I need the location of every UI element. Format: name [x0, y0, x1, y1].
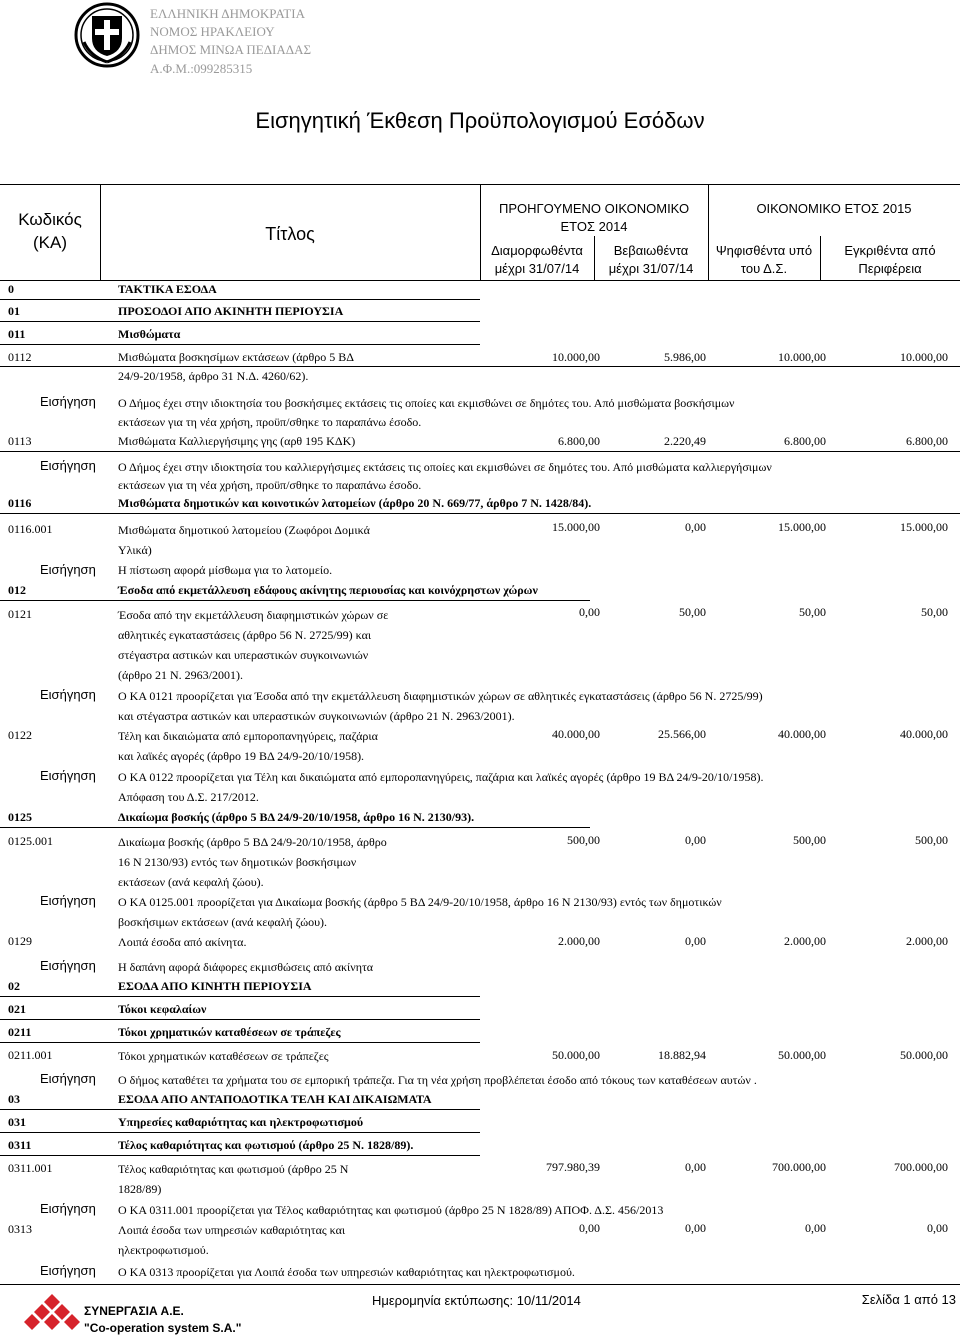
amount-voted: 50,00 [799, 605, 826, 619]
company-name-en: "Co-operation system S.A." [84, 1321, 242, 1335]
row-rule [0, 366, 960, 367]
row-title-cont: 1828/89) [118, 1182, 162, 1196]
amount-approved: 700.000,00 [894, 1160, 948, 1174]
row-rule [0, 1109, 480, 1110]
amount-approved: 500,00 [915, 833, 948, 847]
col2-header-b: μέχρι 31/07/14 [608, 261, 694, 276]
amount-approved: 6.800,00 [906, 434, 948, 448]
recommendation-text-cont: και στέγαστρα αστικών και υπεραστικών συγκοινωνιών (άρθρο 21 Ν. 2963/2001). [118, 709, 515, 723]
row-rule [0, 1132, 480, 1133]
row-title: ΠΡΟΣΟΔΟΙ ΑΠΟ ΑΚΙΝΗΤΗ ΠΕΡΙΟΥΣΙΑ [118, 304, 344, 318]
col4-header-b: Περιφέρεια [858, 261, 922, 276]
row-code: 021 [8, 1002, 26, 1016]
col1-header-a: Διαμορφωθέντα [491, 243, 583, 258]
recommendation-text: Η δαπάνη αφορά διάφορες εκμισθώσεις από ακίνητα [118, 960, 374, 974]
amount-voted: 15.000,00 [778, 520, 826, 534]
recommendation-label: Εισήγηση [40, 1263, 96, 1278]
row-title: Τόκοι χρηματικών καταθέσεων σε τράπεζες [118, 1049, 329, 1063]
row-title: Λοιπά έσοδα από ακίνητα. [118, 935, 247, 949]
amount-approved: 40.000,00 [900, 727, 948, 741]
recommendation-label: Εισήγηση [40, 1071, 96, 1086]
recommendation-label: Εισήγηση [40, 562, 96, 577]
row-title: ΕΣΟΔΑ ΑΠΟ ΚΙΝΗΤΗ ΠΕΡΙΟΥΣΙΑ [118, 979, 312, 993]
row-code: 0125 [8, 810, 32, 824]
recommendation-label: Εισήγηση [40, 394, 96, 409]
header-line-4: Α.Φ.Μ.:099285315 [150, 61, 253, 76]
row-title: ΕΣΟΔΑ ΑΠΟ ΑΝΤΑΠΟΔΟΤΙΚΑ ΤΕΛΗ ΚΑΙ ΔΙΚΑΙΩΜΑΤΑ [118, 1092, 432, 1106]
col3-header-a: Ψηφισθέντα υπό [715, 243, 813, 258]
amount-voted: 500,00 [793, 833, 826, 847]
recommendation-text: Ο ΚΑ 0313 προορίζεται για Λοιπά έσοδα των υπηρεσιών καθαριότητας και ηλεκτροφωτισμού. [118, 1265, 575, 1279]
row-title: Τέλος καθαριότητας και φωτισμού (άρθρο 25 Ν. 1828/89). [118, 1138, 414, 1152]
amount-approved: 50,00 [921, 605, 948, 619]
amount-shaped: 2.000,00 [558, 934, 600, 948]
row-title: Έσοδα από εκμετάλλευση εδάφους ακίνητης περιουσίας και κοινόχρηστων χώρων [118, 583, 538, 597]
col2-header-a: Βεβαιωθέντα [613, 243, 689, 258]
row-code: 031 [8, 1115, 26, 1129]
amount-certified: 0,00 [685, 1160, 706, 1174]
amount-voted: 6.800,00 [784, 434, 826, 448]
row-title: Μισθώματα [118, 327, 181, 341]
recommendation-label: Εισήγηση [40, 458, 96, 473]
row-code: 03 [8, 1092, 20, 1106]
row-title-cont: αθλητικές εγκαταστάσεις (άρθρο 56 Ν. 2725/99) και [118, 628, 372, 642]
amount-shaped: 15.000,00 [552, 520, 600, 534]
row-code: 0211.001 [8, 1048, 53, 1062]
prev-year-header-2: ΕΤΟΣ 2014 [560, 219, 628, 234]
col4-header-a: Εγκριθέντα από [844, 243, 936, 258]
recommendation-text-cont: εκτάσεων για τη νέα χρήση, προϋπ/σθηκε το παραπάνω έσοδο. [118, 415, 422, 429]
code-header-1: Κωδικός [18, 210, 82, 229]
row-title-cont: και λαϊκές αγορές (άρθρο 19 ΒΔ 24/9-20/10/1958). [118, 749, 365, 763]
amount-voted: 0,00 [805, 1221, 826, 1235]
row-title: Τέλος καθαριότητας και φωτισμού (άρθρο 25 Ν [118, 1162, 349, 1176]
row-title: Δικαίωμα βοσκής (άρθρο 5 ΒΔ 24/9-20/10/1958, άρθρο [118, 835, 387, 849]
code-header-2: (ΚΑ) [33, 233, 67, 252]
row-rule [0, 1155, 480, 1156]
amount-certified: 0,00 [685, 1221, 706, 1235]
amount-shaped: 50.000,00 [552, 1048, 600, 1062]
recommendation-label: Εισήγηση [40, 768, 96, 783]
amount-approved: 10.000,00 [900, 350, 948, 364]
row-rule [0, 1042, 480, 1043]
amount-shaped: 0,00 [579, 1221, 600, 1235]
row-rule [0, 827, 590, 828]
amount-shaped: 10.000,00 [552, 350, 600, 364]
row-code: 011 [8, 327, 26, 341]
row-title-cont: 24/9-20/1958, άρθρο 31 Ν.Δ. 4260/62). [118, 369, 309, 383]
header-line-3: ΔΗΜΟΣ ΜΙΝΩΑ ΠΕΔΙΑΔΑΣ [150, 42, 312, 57]
fin-year-header: ΟΙΚΟΝΟΜΙΚΟ ΕΤΟΣ 2015 [756, 201, 912, 216]
row-rule [0, 321, 480, 322]
recommendation-text: Ο ΚΑ 0311.001 προορίζεται για Τέλος καθαριότητας και φωτισμού (άρθρο 25 Ν 1828/89) ΑΠΟΦ. Δ.Σ. 456/2013 [118, 1203, 664, 1217]
row-title: Μισθώματα βοσκησίμων εκτάσεων (άρθρο 5 ΒΔ [118, 350, 354, 364]
row-title: Μισθώματα δημοτικών και κοινοτικών λατομείων (άρθρο 20 Ν. 669/77, άρθρο 7 Ν. 1428/84). [118, 496, 592, 510]
recommendation-text: Ο Δήμος έχει στην ιδιοκτησία του καλλιεργήσιμες εκτάσεις τις οποίες και εκμισθώνει σε δημότες του. Από μισθώματα καλλιεργήσιμων [118, 460, 772, 474]
row-code: 0311.001 [8, 1161, 53, 1175]
row-code: 0116 [8, 496, 32, 510]
amount-approved: 2.000,00 [906, 934, 948, 948]
row-rule [0, 1019, 480, 1020]
row-rule [0, 451, 960, 452]
amount-certified: 0,00 [685, 833, 706, 847]
page-title: Εισηγητική Έκθεση Προϋπολογισμού Εσόδων [255, 108, 705, 133]
row-rule [0, 513, 960, 514]
recommendation-text-cont: εκτάσεων για τη νέα χρήση, προϋπ/σθηκε το παραπάνω έσοδο. [118, 478, 422, 492]
row-rule [0, 344, 480, 345]
row-title-cont: (άρθρο 21 Ν. 2963/2001). [118, 668, 244, 682]
amount-certified: 2.220,49 [664, 434, 706, 448]
row-title: Μισθώματα Καλλιεργήσιμης γης (αρθ 195 ΚΔΚ) [118, 434, 356, 448]
row-title: Τόκοι χρηματικών καταθέσεων σε τράπεζες [118, 1025, 341, 1039]
recommendation-text: Ο ΚΑ 0125.001 προορίζεται για Δικαίωμα βοσκής (άρθρο 5 ΒΔ 24/9-20/10/1958, άρθρο 16 Ν 2130/93) εντός των δημοτικών [118, 895, 722, 909]
row-title: Υπηρεσίες καθαριότητας και ηλεκτροφωτισμού [118, 1115, 364, 1129]
recommendation-label: Εισήγηση [40, 893, 96, 908]
amount-shaped: 6.800,00 [558, 434, 600, 448]
row-rule [0, 996, 480, 997]
row-code: 02 [8, 979, 20, 993]
amount-certified: 5.986,00 [664, 350, 706, 364]
row-title: Μισθώματα δημοτικού λατομείου (Ζωφόροι Δομικά [118, 523, 370, 537]
amount-certified: 0,00 [685, 934, 706, 948]
recommendation-text: Ο ΚΑ 0122 προορίζεται για Τέλη και δικαιώματα από εμποροπανηγύρεις, παζάρια και λαϊκές αγορές (άρθρο 19 ΒΔ 24/9-20/10/1958). [118, 770, 764, 784]
amount-shaped: 797.980,39 [546, 1160, 600, 1174]
row-title-cont: στέγαστρα αστικών και υπεραστικών συγκοινωνιών [118, 648, 369, 662]
coat-of-arms-emblem [74, 2, 140, 68]
recommendation-text: Ο ΚΑ 0121 προορίζεται για Έσοδα από την εκμετάλλευση διαφημιστικών χώρων σε αθλητικές εγκαταστάσεις (άρθρο 56 Ν. 2725/99) [118, 689, 763, 703]
row-title-cont: 16 Ν 2130/93) εντός των δημοτικών βοσκήσιμων [118, 855, 357, 869]
row-title: Έσοδα από την εκμετάλλευση διαφημιστικών χώρων σε [118, 608, 389, 622]
print-date: Ημερομηνία εκτύπωσης: 10/11/2014 [372, 1293, 581, 1308]
amount-shaped: 0,00 [579, 605, 600, 619]
row-code: 0112 [8, 350, 32, 364]
recommendation-label: Εισήγηση [40, 958, 96, 973]
recommendation-label: Εισήγηση [40, 687, 96, 702]
row-code: 0113 [8, 434, 32, 448]
amount-certified: 18.882,94 [658, 1048, 706, 1062]
amount-voted: 10.000,00 [778, 350, 826, 364]
prev-year-header-1: ΠΡΟΗΓΟΥΜΕΝΟ ΟΙΚΟΝΟΜΙΚΟ [498, 201, 690, 216]
amount-shaped: 500,00 [567, 833, 600, 847]
amount-voted: 50.000,00 [778, 1048, 826, 1062]
row-code: 0211 [8, 1025, 32, 1039]
col3-header-b: του Δ.Σ. [740, 261, 788, 276]
amount-certified: 0,00 [685, 520, 706, 534]
title-header: Τίτλος [265, 224, 315, 244]
recommendation-text: Ο δήμος καταθέτει τα χρήματα του σε εμπορική τράπεζα. Για τη νέα χρήση προβλέπεται έσοδο από τόκους των καταθέσεων αυτών . [118, 1073, 757, 1087]
row-code: 0121 [8, 607, 32, 621]
row-code: 0 [8, 282, 14, 296]
row-rule [0, 600, 590, 601]
row-code: 0313 [8, 1222, 32, 1236]
row-code: 0125.001 [8, 834, 53, 848]
row-code: 0116.001 [8, 522, 53, 536]
row-code: 012 [8, 583, 26, 597]
row-title: Λοιπά έσοδα των υπηρεσιών καθαριότητας και [118, 1223, 346, 1237]
amount-approved: 50.000,00 [900, 1048, 948, 1062]
recommendation-label: Εισήγηση [40, 1201, 96, 1216]
company-name: ΣΥΝΕΡΓΑΣΙΑ Α.Ε. [84, 1304, 184, 1318]
amount-voted: 40.000,00 [778, 727, 826, 741]
row-title: Τέλη και δικαιώματα από εμποροπανηγύρεις, παζάρια [118, 729, 378, 743]
recommendation-text-cont: Απόφαση του Δ.Σ. 217/2012. [118, 790, 259, 804]
company-logo-icon [24, 1292, 80, 1334]
header-line-1: ΕΛΛΗΝΙΚΗ ΔΗΜΟΚΡΑΤΙΑ [150, 6, 305, 21]
recommendation-text: Ο Δήμος έχει στην ιδιοκτησία του βοσκήσιμες εκτάσεις τις οποίες και εκμισθώνει σε δημότες του. Από μισθώματα βοσκήσιμων [118, 396, 735, 410]
row-code: 0129 [8, 934, 32, 948]
recommendation-text-cont: βοσκήσιμων εκτάσεων (ανά κεφαλή ζώου). [118, 915, 328, 929]
header-bottom-rule [0, 280, 960, 281]
row-rule [0, 299, 480, 300]
amount-voted: 700.000,00 [772, 1160, 826, 1174]
row-title: ΤΑΚΤΙΚΑ ΕΣΟΔΑ [118, 282, 217, 296]
amount-shaped: 40.000,00 [552, 727, 600, 741]
row-code: 0122 [8, 728, 32, 742]
row-code: 0311 [8, 1138, 32, 1152]
amount-voted: 2.000,00 [784, 934, 826, 948]
amount-approved: 0,00 [927, 1221, 948, 1235]
header-line-2: ΝΟΜΟΣ ΗΡΑΚΛΕΙΟΥ [150, 24, 275, 39]
row-title: Δικαίωμα βοσκής (άρθρο 5 ΒΔ 24/9-20/10/1958, άρθρο 16 Ν. 2130/93). [118, 810, 475, 824]
amount-approved: 15.000,00 [900, 520, 948, 534]
footer-rule [0, 1284, 960, 1285]
amount-certified: 25.566,00 [658, 727, 706, 741]
amount-certified: 50,00 [679, 605, 706, 619]
col1-header-b: μέχρι 31/07/14 [494, 261, 580, 276]
page-number: Σελίδα 1 από 13 [861, 1292, 956, 1307]
row-title-cont: εκτάσεων (ανά κεφαλή ζώου). [118, 875, 264, 889]
row-code: 01 [8, 304, 20, 318]
row-title-cont: Υλικά) [118, 543, 152, 557]
recommendation-text: Η πίστωση αφορά μίσθωμα για το λατομείο. [118, 563, 333, 577]
row-title-cont: ηλεκτροφωτισμού. [118, 1243, 209, 1257]
row-title: Τόκοι κεφαλαίων [118, 1002, 207, 1016]
